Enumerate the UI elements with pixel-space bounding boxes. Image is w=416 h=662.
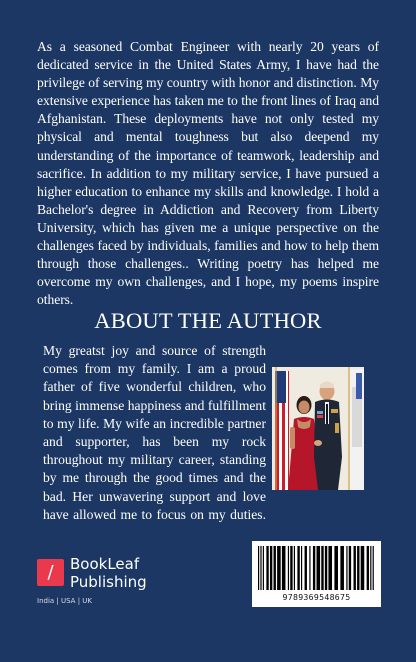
barcode-bar [321, 546, 323, 590]
barcode-bar [367, 546, 369, 590]
barcode-bar [361, 546, 365, 590]
barcode-bar [277, 546, 281, 590]
barcode-bar [354, 546, 356, 590]
barcode-bar [294, 546, 295, 590]
barcode-bar [305, 546, 307, 590]
barcode-bar [328, 546, 332, 590]
publisher-name-line1: BookLeaf [70, 555, 140, 573]
isbn-barcode [252, 541, 381, 607]
barcode-bar [373, 546, 374, 590]
barcode-bar [340, 546, 344, 590]
barcode-bar [288, 546, 289, 590]
publisher-name-line2: Publishing [70, 573, 147, 591]
isbn-number: 9789369548675 [282, 592, 351, 602]
barcode-bar [317, 546, 321, 590]
barcode-bar [258, 546, 259, 590]
barcode-bar [274, 546, 276, 590]
author-photo-illustration [272, 367, 364, 490]
publisher-mark-icon: / [37, 559, 64, 586]
barcode-bar [266, 546, 268, 590]
author-bio-family: My greatst joy and source of strength comes from my family. I am a proud father of five wonderful children, who bring immense happiness and fulfillment to my life. My wife an incredible partner and supporter, has been my rock throughout my military career, standing by me through the good times and the bad. Her unwavering support and love have allowed me to focus on my duties. [43, 343, 266, 522]
barcode-bar [260, 546, 261, 590]
barcode-bar [297, 546, 299, 590]
barcode-bar [357, 546, 359, 590]
about-the-author-heading: ABOUT THE AUTHOR [94, 308, 322, 333]
barcode-bar [370, 546, 371, 590]
author-photo [272, 367, 364, 490]
barcode-bar [313, 546, 315, 590]
barcode-bar [349, 546, 351, 590]
barcode-bar [270, 546, 272, 590]
barcode-bar [325, 546, 327, 590]
barcode-bar [290, 546, 292, 590]
barcode-bar [309, 546, 310, 590]
author-bio-intro: As a seasoned Combat Engineer with nearly 20 years of dedicated service in the United States Army, I have had the privilege of serving my country with honor and distinction. My extensive experience has taken me to the front lines of Iraq and Afghanistan. These deployments have not only tested my physical and mental toughness but also deepend my understanding of the importance of teamwork, leadership and sacrifice. In addition to my military service, I have pursued a higher education to enhance my skills and knowledge. I hold a Bachelor's degree in Addiction and Recovery from Liberty University, which has given me a unique perspective on the challenges faced by individuals, families and how to help them through those challenges.. Writing poetry has helped me overcome my own challenges, and I hope, my poems inspire others. [37, 39, 379, 308]
barcode-bars [257, 546, 376, 590]
barcode-bar [346, 546, 347, 590]
barcode-bar [263, 546, 264, 590]
barcode-bar [282, 546, 286, 590]
barcode-bar [301, 546, 302, 590]
publisher-logo [37, 555, 177, 610]
barcode-bar [334, 546, 338, 590]
publisher-regions: India | USA | UK [37, 597, 92, 605]
